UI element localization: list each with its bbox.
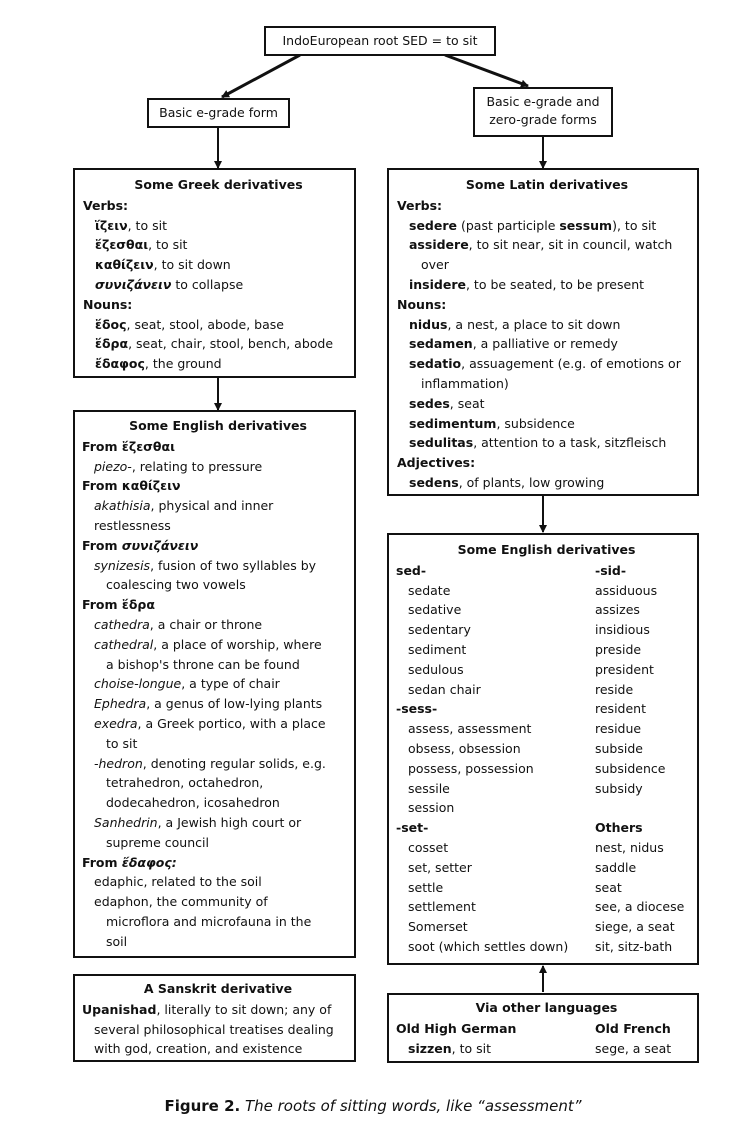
eng-gloss: , a place of worship, where [153,636,322,652]
eng-latin-item: sedulous [408,661,464,677]
eng-latin-item: cosset [408,839,449,855]
greek-gloss: , to sit down [153,257,231,273]
latin-gloss: , to sit near, sit in council, watch [468,237,673,253]
latin-title: Some Latin derivatives [465,177,629,192]
eng-latin-title: Some English derivatives [457,542,636,557]
greek-word: ἕδρα [95,336,129,352]
greek-word: ἔδαφος [95,356,145,372]
arrow-root-to-zgrade [445,55,528,86]
eng-hedron [82,754,354,774]
eng-akathisia-cont: restlessness [94,517,171,533]
egrade-label: Basic e-grade form [159,105,278,120]
eng-word: piezo- [94,458,132,474]
greek-word: ἕδος [95,316,127,332]
eng-ephedra [82,694,354,714]
eng-word: Sanhedrin [94,814,158,830]
eng-latin-item: insidious [595,622,650,638]
from-prefix: From [82,854,122,870]
eng-latin-item: subsidy [595,780,643,796]
eng-latin-item: assess, assessment [408,721,532,737]
eng-synizesis [82,556,354,576]
eng-exedra-cont: to sit [106,735,138,751]
eng-latin-item: preside [595,641,642,657]
eng-latin-item [595,798,697,818]
eng-latin-item: sedentary [408,622,471,638]
eng-latin-item: sessile [408,780,450,796]
greek-noun-2 [83,334,354,354]
zgrade-box [473,87,613,137]
eng-latin-item: set, setter [408,859,472,875]
root-box [264,26,496,56]
latin-word: nidus [409,316,448,332]
eng-latin-right-column [595,561,697,957]
eng-piezo [82,457,354,477]
eng-word: cathedra [94,616,150,632]
figure-caption [0,1096,746,1116]
latin-assidere-cont: over [421,257,449,273]
greek-gloss: , the ground [144,356,222,372]
latin-derivatives-box [387,168,699,496]
zgrade-label-line2: zero-grade forms [489,112,597,127]
eng-cathedral-cont: a bishop's throne can be found [106,656,300,672]
sanskrit-upanishad [82,1000,354,1020]
greek-verb-1 [83,216,354,236]
eng-word: -hedron [94,755,143,771]
via-of-header: Old French [595,1020,671,1036]
eng-latin-item: siege, a seat [595,919,675,935]
greek-verb-2 [83,235,354,255]
latin-word: sessum [559,217,613,233]
latin-adjectives-header: Adjectives: [397,455,476,471]
eng-latin-item: assizes [595,602,640,618]
eng-akathisia [82,496,354,516]
eng-word: Ephedra [94,696,147,712]
eng-greek-title: Some English derivatives [129,418,307,433]
latin-gloss: , seat [449,395,485,411]
from-word: συνιζάνειν [121,537,199,553]
eng-latin-item: president [595,661,654,677]
eng-latin-item: sit, sitz-bath [595,938,673,954]
latin-sedes [397,394,697,414]
latin-word: sedamen [409,336,473,352]
greek-gloss: , seat, chair, stool, bench, abode [128,336,334,352]
from-prefix: From [82,438,122,454]
english-from-greek-box [73,410,356,958]
zgrade-label-line1: Basic e-grade and [486,94,600,109]
eng-edaphon-cont-1: microflora and microfauna in the [106,913,312,929]
eng-latin-group-header: -set- [396,820,429,836]
latin-gloss: , a nest, a place to sit down [447,316,621,332]
eng-word: choise-longue [94,676,182,692]
from-word: ἕδρα [121,597,155,613]
via-word: sizzen [408,1040,452,1056]
greek-word: συνιζάνειν [95,276,172,292]
egrade-box [147,98,290,128]
latin-sedere [397,216,697,236]
latin-sedulitas [397,433,697,453]
latin-word: assidere [409,237,469,253]
eng-word: exedra [94,715,138,731]
latin-word: sedimentum [409,415,497,431]
eng-latin-item: soot (which settles down) [408,938,569,954]
sanskrit-gloss: , literally to sit down; any of [156,1001,332,1017]
eng-synizesis-cont: coalescing two vowels [106,577,246,593]
via-gloss: , to sit [451,1040,492,1056]
eng-latin-item: see, a diocese [595,899,685,915]
eng-latin-item: sedative [408,602,462,618]
greek-word: ἕζεσθαι [95,237,149,253]
via-left-column [396,1019,595,1059]
eng-latin-item: subsidence [595,760,666,776]
greek-noun-1 [83,315,354,335]
eng-latin-item: assiduous [595,582,658,598]
eng-gloss: , physical and inner [150,498,274,514]
greek-nouns-header: Nouns: [83,296,133,312]
eng-gloss: , a genus of low-lying plants [146,696,323,712]
latin-word: sedatio [409,356,462,372]
via-ohg-header: Old High German [396,1020,517,1036]
eng-latin-item: obsess, obsession [408,740,521,756]
eng-latin-item: seat [595,879,622,895]
from-kathizein [82,476,354,496]
eng-edaphon: edaphon, the community of [94,894,268,910]
caption-figure-number: Figure 2. [164,1097,241,1115]
from-prefix: From [82,537,122,553]
latin-word: sedens [409,474,459,490]
eng-latin-item: reside [595,681,634,697]
sanskrit-cont-2: with god, creation, and existence [94,1041,303,1057]
from-hezesthai [82,437,354,457]
latin-gloss: , a palliative or remedy [472,336,618,352]
latin-nidus [397,315,697,335]
eng-hedron-cont-2: dodecahedron, icosahedron [106,795,280,811]
latin-insidere [397,275,697,295]
eng-latin-item: sediment [408,641,467,657]
latin-gloss: ), to sit [612,217,657,233]
eng-gloss: , a Jewish high court or [157,814,302,830]
latin-gloss: (past participle [457,217,560,233]
latin-sedens [397,473,697,493]
eng-latin-item: residue [595,721,642,737]
from-synizanein [82,536,354,556]
greek-noun-3 [83,354,354,374]
eng-cathedral [82,635,354,655]
latin-word: sedulitas [409,435,474,451]
eng-cathedra [82,615,354,635]
eng-gloss: , relating to pressure [131,458,263,474]
from-hedra [82,595,354,615]
eng-word: akathisia [94,498,151,514]
via-sege: sege, a seat [595,1040,672,1056]
root-label: IndoEuropean root SED = to sit [282,33,478,48]
from-word: καθίζειν [121,478,181,494]
sanskrit-title: A Sanskrit derivative [143,981,293,996]
caption-text: The roots of sitting words, like “assessment” [240,1097,582,1115]
via-other-languages-box [387,993,699,1063]
eng-latin-item: subside [595,740,643,756]
eng-word: synizesis [94,557,151,573]
from-prefix: From [82,597,122,613]
eng-gloss: , a type of chair [181,676,280,692]
latin-assidere [397,235,697,255]
eng-chaise [82,674,354,694]
eng-gloss: , a Greek portico, with a place [137,715,326,731]
latin-sedimentum [397,414,697,434]
eng-latin-item: resident [595,701,646,717]
greek-gloss: , to sit [127,217,167,233]
via-title: Via other languages [475,1000,618,1015]
eng-latin-item: sedate [408,582,451,598]
latin-gloss: , assuagement (e.g. of emotions or [461,356,681,372]
greek-verbs-header: Verbs: [83,197,129,213]
latin-nouns-header: Nouns: [397,296,447,312]
eng-latin-group-header: -sid- [595,562,627,578]
eng-gloss: , fusion of two syllables by [150,557,317,573]
eng-latin-columns [396,561,697,957]
english-from-latin-box [387,533,699,965]
eng-gloss: , a chair or throne [149,616,263,632]
via-right-column [595,1019,697,1059]
greek-word: ἵζειν [95,217,128,233]
greek-title: Some Greek derivatives [134,177,303,192]
sanskrit-cont-1: several philosophical treatises dealing [94,1021,334,1037]
greek-gloss: , seat, stool, abode, base [126,316,284,332]
eng-latin-item: saddle [595,859,637,875]
from-word: ἔδαφος: [121,854,177,870]
eng-latin-left-column [396,561,595,957]
sanskrit-box [73,974,356,1062]
eng-latin-item: nest, nidus [595,839,664,855]
latin-gloss: , of plants, low growing [458,474,605,490]
greek-gloss: , to sit [148,237,188,253]
eng-latin-group-header: -sess- [396,701,438,717]
eng-edaphic: edaphic, related to the soil [94,874,262,890]
from-edaphos [82,853,354,873]
eng-exedra [82,714,354,734]
latin-gloss: , to be seated, to be present [465,276,645,292]
latin-sedamen [397,334,697,354]
eng-hedron-cont-1: tetrahedron, octahedron, [106,775,264,791]
greek-verb-4 [83,275,354,295]
sanskrit-word: Upanishad [82,1001,157,1017]
greek-word: καθίζειν [95,257,154,273]
eng-latin-item: Somerset [408,919,468,935]
from-word: ἕζεσθαι [121,438,175,454]
eng-sanhedrin [82,813,354,833]
latin-sedatio [397,354,697,374]
via-columns [396,1019,697,1059]
eng-latin-item: settlement [408,899,476,915]
latin-gloss: , attention to a task, sitzfleisch [473,435,667,451]
eng-edaphon-cont-2: soil [106,933,128,949]
greek-derivatives-box [73,168,356,378]
eng-latin-group-header: sed- [396,562,427,578]
eng-word: cathedral [94,636,154,652]
latin-gloss: , subsidence [496,415,575,431]
eng-gloss: , denoting regular solids, e.g. [142,755,326,771]
latin-verbs-header: Verbs: [397,197,443,213]
via-sizzen [396,1039,595,1059]
latin-word: sedere [409,217,457,233]
eng-latin-item: settle [408,879,444,895]
eng-latin-group-header: Others [595,820,643,836]
eng-sanhedrin-cont: supreme council [106,834,209,850]
greek-verb-3 [83,255,354,275]
greek-gloss: to collapse [171,276,244,292]
latin-word: sedes [409,395,450,411]
eng-latin-item: possess, possession [408,760,534,776]
latin-sedatio-cont: inflammation) [421,375,509,391]
eng-latin-item: session [408,800,455,816]
from-prefix: From [82,478,122,494]
eng-latin-item: sedan chair [408,681,481,697]
arrow-root-to-egrade [222,55,300,97]
latin-word: insidere [409,276,466,292]
